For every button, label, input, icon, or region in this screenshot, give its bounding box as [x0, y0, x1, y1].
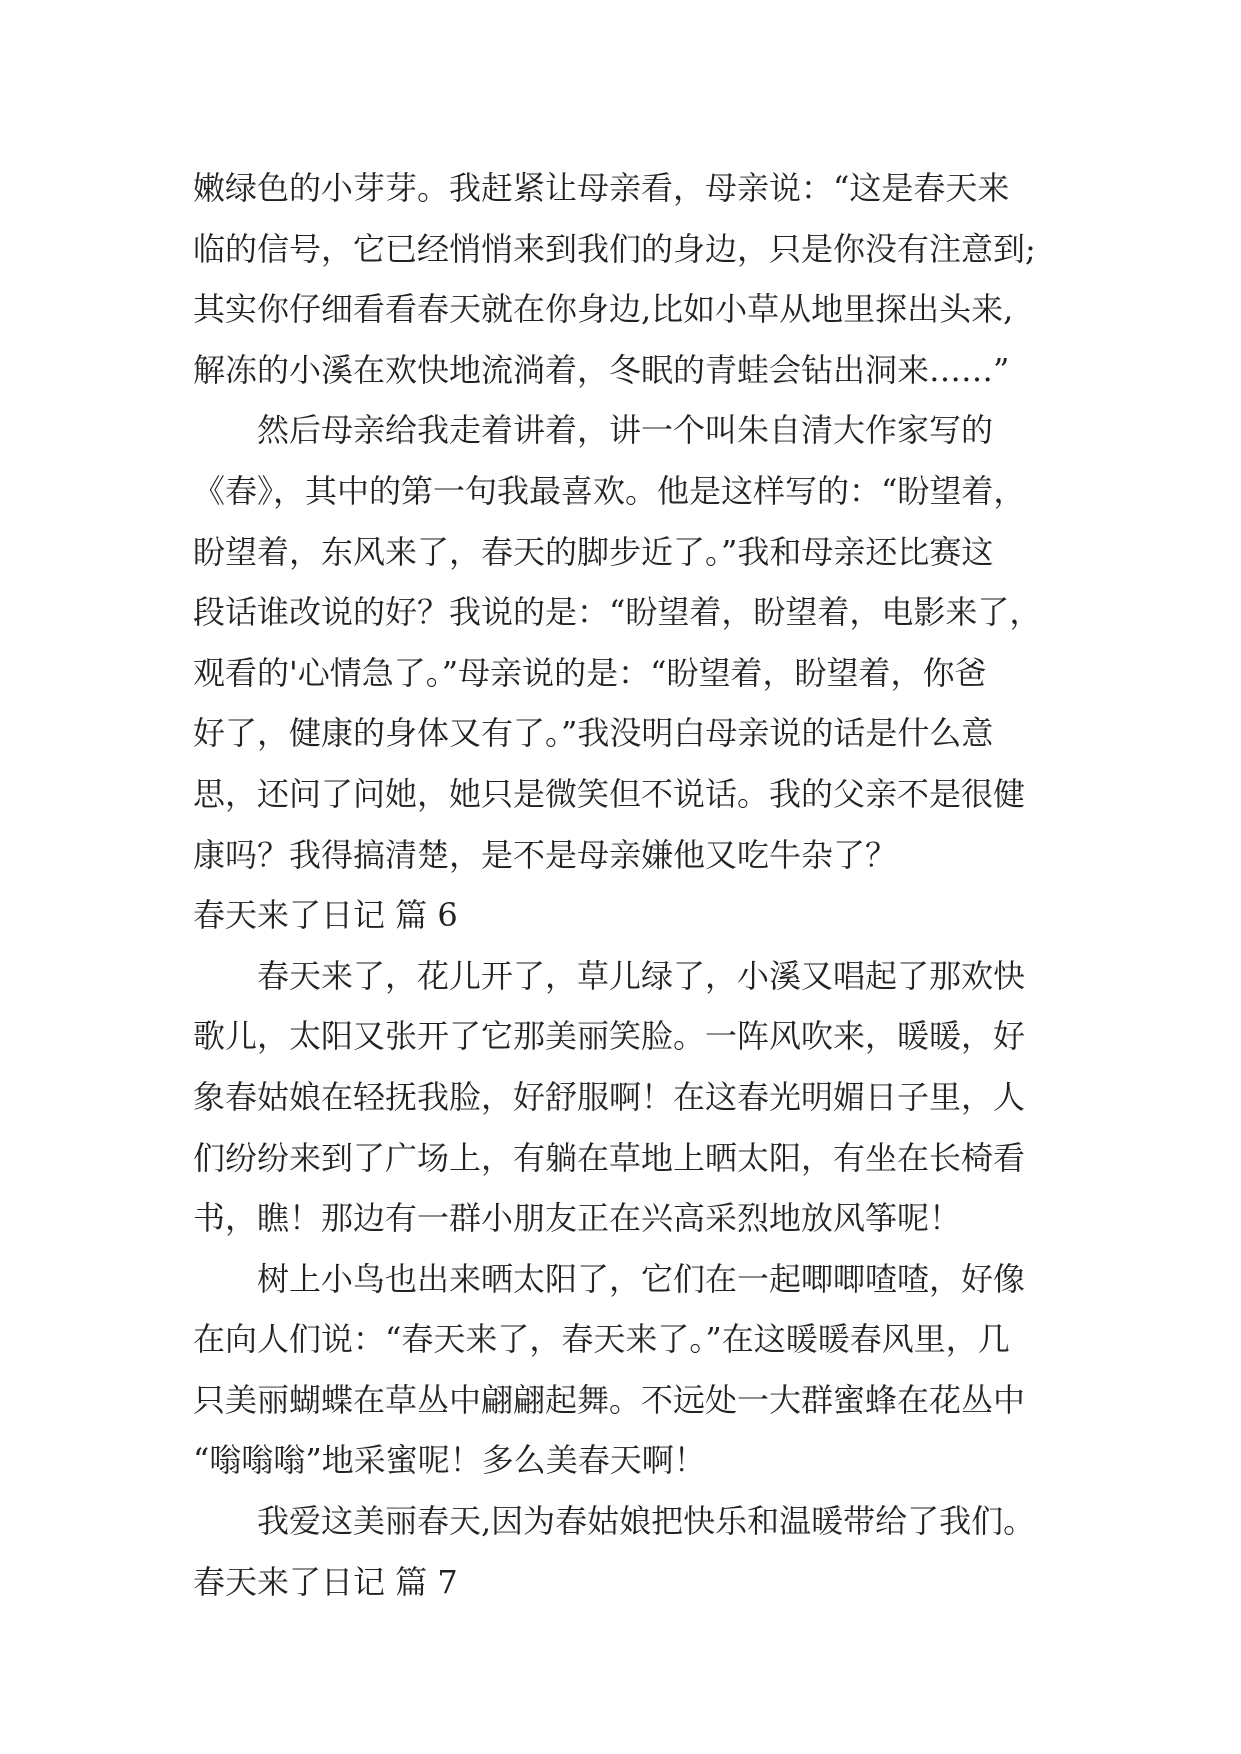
paragraph-line: 在向人们说：“春天来了，春天来了。”在这暖暖春风里，几: [193, 1320, 1010, 1359]
paragraph-start: 然后母亲给我走着讲着，讲一个叫朱自清大作家写的: [257, 411, 994, 450]
paragraph-line: 好了，健康的身体又有了。”我没明白母亲说的话是什么意: [193, 714, 994, 753]
paragraph-line: 象春姑娘在轻抚我脸，好舒服啊！在这春光明媚日子里，人: [193, 1077, 1026, 1116]
paragraph-line: 其实你仔细看看春天就在你身边,比如小草从地里探出头来,: [193, 290, 1014, 329]
paragraph-line: 观看的'心情急了。”母亲说的是：“盼望着，盼望着，你爸: [193, 653, 987, 692]
paragraph-start: 春天来了，花儿开了，草儿绿了，小溪又唱起了那欢快: [257, 956, 1026, 995]
paragraph-line: 段话谁改说的好？我说的是：“盼望着，盼望着，电影来了，: [193, 593, 1042, 632]
paragraph-line: 盼望着，东风来了，春天的脚步近了。”我和母亲还比赛这: [193, 532, 994, 571]
paragraph-line: 们纷纷来到了广场上，有躺在草地上晒太阳，有坐在长椅看: [193, 1138, 1026, 1177]
paragraph-line: 解冻的小溪在欢快地流淌着，冬眠的青蛙会钻出洞来……”: [193, 350, 1010, 389]
section-heading: 春天来了日记 篇 7: [193, 1562, 458, 1601]
paragraph-line: 嫩绿色的小芽芽。我赶紧让母亲看，母亲说：“这是春天来: [193, 169, 1010, 207]
paragraph-start: 树上小鸟也出来晒太阳了，它们在一起唧唧喳喳，好像: [257, 1259, 1026, 1298]
paragraph-line: 歌儿，太阳又张开了它那美丽笑脸。一阵风吹来，暖暖，好: [193, 1017, 1026, 1056]
paragraph-line: “嗡嗡嗡”地采蜜呢！多么美春天啊！: [193, 1441, 706, 1480]
paragraph-line: 书，瞧！那边有一群小朋友正在兴高采烈地放风筝呢！: [193, 1199, 962, 1238]
paragraph-line: 临的信号，它已经悄悄来到我们的身边，只是你没有注意到;: [193, 229, 1036, 268]
paragraph-line: 思，还问了问她，她只是微笑但不说话。我的父亲不是很健: [193, 774, 1026, 813]
paragraph-start: 我爱这美丽春天,因为春姑娘把快乐和温暖带给了我们。: [257, 1502, 1036, 1541]
paragraph-line: 只美丽蝴蝶在草丛中翩翩起舞。不远处一大群蜜蜂在花丛中: [193, 1380, 1026, 1419]
section-heading: 春天来了日记 篇 6: [193, 896, 458, 935]
paragraph-line: 康吗？我得搞清楚，是不是母亲嫌他又吃牛杂了？: [193, 835, 898, 874]
article-body: [193, 158, 1093, 1612]
paragraph-line: 《春》，其中的第一句我最喜欢。他是这样写的：“盼望着，: [193, 471, 1026, 510]
